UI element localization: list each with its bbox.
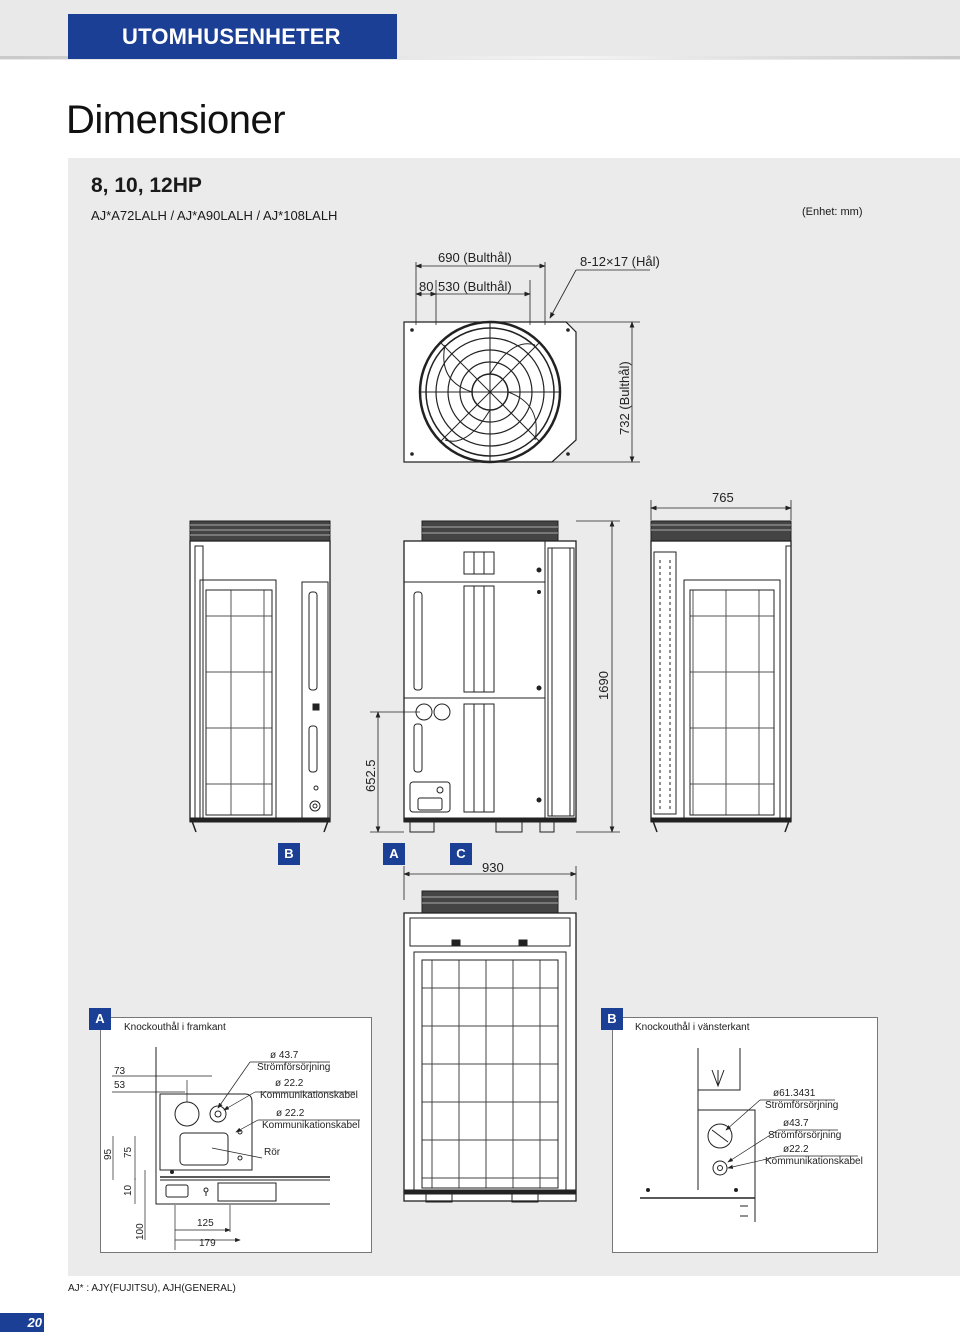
dim-930: 930 xyxy=(482,860,504,875)
dim-53: 53 xyxy=(114,1080,126,1091)
page-number xyxy=(0,1313,44,1332)
side-view-right xyxy=(651,521,791,832)
dim-179: 179 xyxy=(199,1238,216,1249)
note-b2-text: Strömförsörjning xyxy=(768,1130,842,1141)
front-view xyxy=(404,521,576,832)
dim-bolt-732: 732 (Bulthål) xyxy=(617,361,632,435)
dim-652: 652.5 xyxy=(363,759,378,792)
top-view xyxy=(404,322,576,462)
dim-hole: 8-12×17 (Hål) xyxy=(580,254,660,269)
note-a1-dia: ø 43.7 xyxy=(270,1050,299,1061)
note-a2-dia: ø 22.2 xyxy=(275,1078,304,1089)
detail-a-badge: A xyxy=(89,1008,111,1030)
dim-765: 765 xyxy=(712,490,734,505)
dim-73: 73 xyxy=(114,1066,126,1077)
page-number-text: 20 xyxy=(27,1315,42,1330)
section-label: UTOMHUSENHETER xyxy=(122,24,341,49)
marker-b: B xyxy=(278,843,300,865)
rear-view xyxy=(404,891,576,1202)
marker-a: A xyxy=(383,843,405,865)
detail-b-caption: Knockouthål i vänsterkant xyxy=(635,1022,750,1033)
detail-b-drawing xyxy=(640,1048,755,1222)
note-b3-text: Kommunikationskabel xyxy=(765,1156,863,1167)
dim-95: 95 xyxy=(103,1148,114,1160)
note-b1-text: Strömförsörjning xyxy=(765,1100,839,1111)
detail-b-badge: B xyxy=(601,1008,623,1030)
dim-80: 80 xyxy=(419,279,434,294)
dim-75: 75 xyxy=(123,1146,134,1158)
note-a1-text: Strömförsörjning xyxy=(257,1062,331,1073)
note-b2-dia: ø43.7 xyxy=(783,1118,809,1129)
detail-a-caption: Knockouthål i framkant xyxy=(124,1022,226,1033)
note-b3-dia: ø22.2 xyxy=(783,1144,809,1155)
dim-100: 100 xyxy=(135,1223,146,1240)
note-a4: Rör xyxy=(264,1147,281,1158)
dim-10: 10 xyxy=(123,1184,134,1196)
note-b1-dia: ø61.3431 xyxy=(773,1088,816,1099)
dim-bolt-530: 530 (Bulthål) xyxy=(438,279,512,294)
unit-note: (Enhet: mm) xyxy=(802,206,863,218)
model-title: 8, 10, 12HP xyxy=(91,174,202,197)
note-a3-text: Kommunikationskabel xyxy=(262,1120,360,1131)
dim-125: 125 xyxy=(197,1218,214,1229)
page-title: Dimensioner xyxy=(66,98,286,142)
dim-bolt-690: 690 (Bulthål) xyxy=(438,250,512,265)
dim-1690: 1690 xyxy=(596,671,611,700)
model-subtitle: AJ*A72LALH / AJ*A90LALH / AJ*108LALH xyxy=(91,208,338,223)
marker-c: C xyxy=(450,843,472,865)
note-a3-dia: ø 22.2 xyxy=(276,1108,305,1119)
note-a2-text: Kommunikationskabel xyxy=(260,1090,358,1101)
side-view-left xyxy=(190,521,330,832)
footnote: AJ* : AJY(FUJITSU), AJH(GENERAL) xyxy=(68,1283,236,1294)
